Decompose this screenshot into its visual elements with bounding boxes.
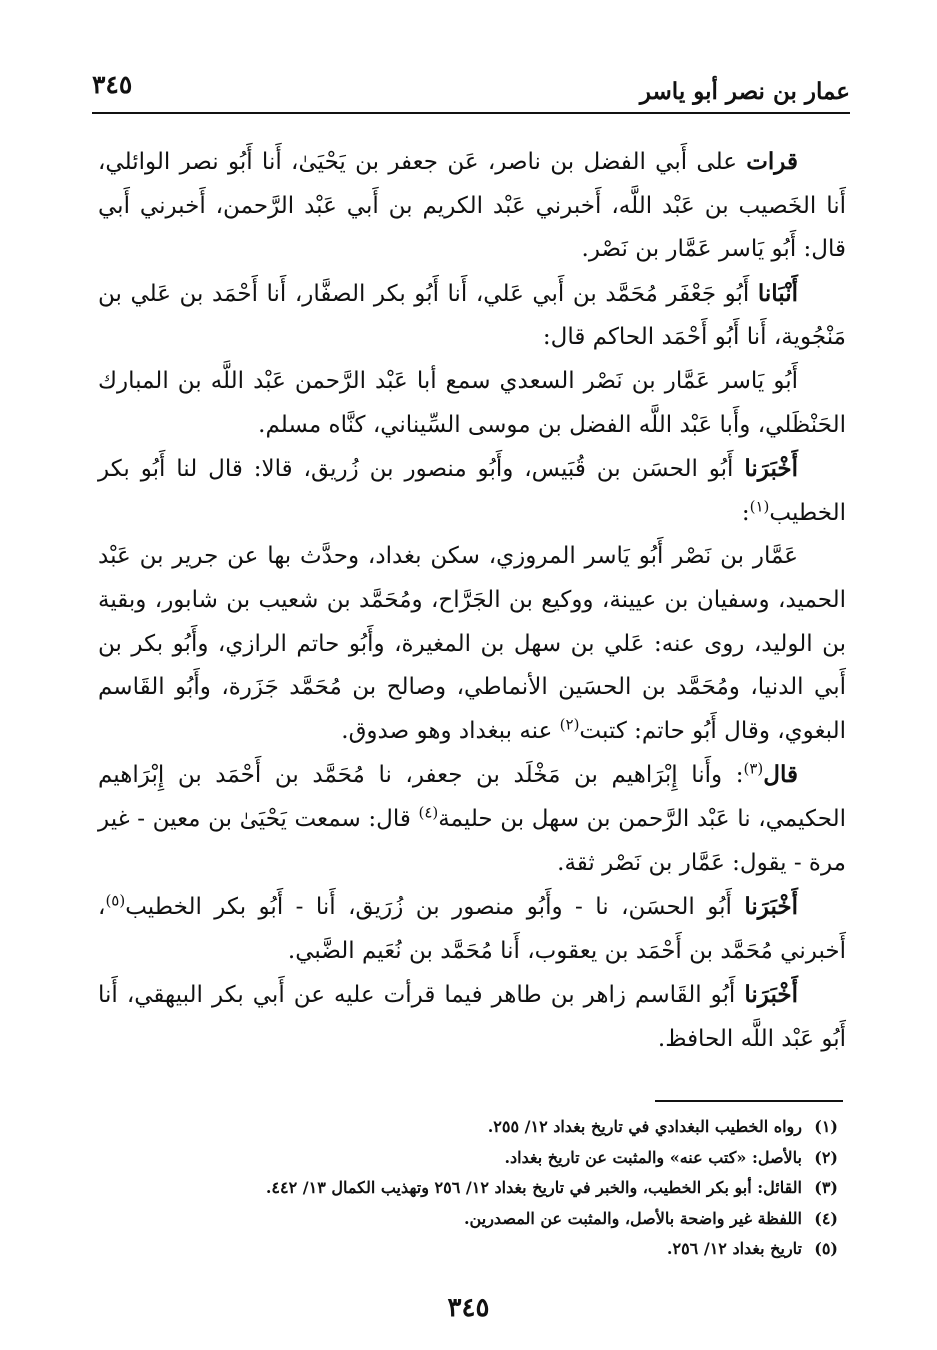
paragraph-lead: أَخْبَرَنا xyxy=(744,981,798,1009)
footnote-ref: (١) xyxy=(749,497,770,516)
footnote-text: اللفظة غير واضحة بالأصل، والمثبت عن المصدرين. xyxy=(463,1208,802,1228)
paragraph xyxy=(98,973,846,1061)
paragraph xyxy=(98,360,846,447)
paragraph-lead: قرات xyxy=(746,148,798,175)
paragraph-text: على أَبي الفضل بن ناصر، عَن جعفر بن يَحْيَىٰ، أَنا أَبُو نصر الوائلي، أَنا الخَصيب بن عَبْد اللَّه، أَخبرني عَبْد الكريم بن أَبي عَبْد الرَّحمن، أَخبرني أَبي قال: أَبُو يَاسر عَمَّار بن نَصْر. xyxy=(98,149,846,263)
paragraph-text: أَبُو الحسَن بن قُبَيس، وأَبُو منصور بن زُريق، قالا: قال لنا أَبُو بكر الخطيب xyxy=(98,456,846,526)
footnote xyxy=(210,1143,838,1174)
footnote-number: (٥) xyxy=(814,1239,838,1258)
footnote-text: رواه الخطيب البغدادي في تاريخ بغداد ١٢/ ٢٥٥. xyxy=(487,1117,802,1136)
footnote-ref: (٥) xyxy=(105,891,126,910)
footnote-ref: (٢) xyxy=(559,715,580,734)
paragraph xyxy=(98,535,846,753)
footnote xyxy=(210,1234,838,1265)
footnote-number: (٢) xyxy=(814,1147,838,1167)
footnote xyxy=(210,1204,838,1235)
paragraph-text: أَبُو جَعْفَر مُحَمَّد بن أَبي عَلي، أَنا أَبُو بكر الصفَّار، أَنا أَحْمَد بن عَلي بن مَنْجُوية، أَنا أَبُو أَحْمَد الحاكم قال: xyxy=(98,280,846,351)
paragraph-text: عَمَّار بن نَصْر أَبُو يَاسر المروزي، سكن بغداد، وحدَّث بها عن جرير بن عَبْد الحميد، وسفيان بن عيينة، ووكيع بن الجَرَّاح، ومُحَمَّد بن شعيب بن شابور، وبقية بن الوليد، روى عنه: عَلي بن سهل بن المغيرة، وأَبُو حاتم الرازي، وأَبُو بكر بن أَبي الدنيا، ومُحَمَّد بن الحسَين الأنماطي، وصالح بن مُحَمَّد جَزَرة، وأَبُو القَاسم البغوي، وقال أَبُو حاتم: كتبت xyxy=(98,543,846,744)
paragraph-text: أَبُو القَاسم زاهر بن طاهر فيما قرأت عليه عن أَبي بكر البيهقي، أَنا أَبُو عَبْد اللَّه الحافظ. xyxy=(98,982,846,1052)
page-number: ٣٤٥ xyxy=(447,1293,490,1323)
footnotes xyxy=(210,1112,838,1265)
footnote xyxy=(210,1173,838,1204)
main-text xyxy=(98,140,846,1061)
footnote-text: بالأصل: «كتب عنه» والمثبت عن تاريخ بغداد. xyxy=(504,1147,802,1167)
footnote xyxy=(210,1112,838,1143)
footnote-ref: (٤) xyxy=(418,803,439,822)
paragraph-text: أَبُو يَاسر عَمَّار بن نَصْر السعدي سمع أبا عَبْد الرَّحمن عَبْد اللَّه بن المبارك الحَنْظَلي، وأَبا عَبْد اللَّه الفضل بن موسى السِّيناني، كنَّاه مسلم. xyxy=(98,367,846,438)
paragraph-tail: ، أَخبرني مُحَمَّد بن أَحْمَد بن يعقوب، أَنا مُحَمَّد بن نُعَيم الضَّبي. xyxy=(98,894,846,964)
footnote-text: القائل: أبو بكر الخطيب، والخبر في تاريخ بغداد ١٢/ ٢٥٦ وتهذيب الكمال ١٣/ ٤٤٢. xyxy=(265,1178,802,1197)
paragraph-lead: أَنْبَانا xyxy=(757,279,798,307)
footnote-text: تاريخ بغداد ١٢/ ٢٥٦. xyxy=(666,1239,802,1258)
header-title: عمار بن نصر أبو ياسر xyxy=(639,78,850,105)
paragraph xyxy=(98,272,846,360)
paragraph-lead: أَخْبَرَنا xyxy=(744,455,798,483)
footnote-number: (١) xyxy=(814,1117,838,1136)
paragraph xyxy=(98,447,846,535)
paragraph xyxy=(98,885,846,973)
header-divider xyxy=(92,112,850,114)
footnote-number: (٣) xyxy=(814,1178,838,1197)
paragraph-text: : وأَنا إِبْرَاهيم بن مَخْلَد بن جعفر، نا مُحَمَّد بن أَحْمَد بن إِبْرَاهيم الحكيمي، نا عَبْد الرَّحمن بن سهل بن حليمة xyxy=(98,762,846,832)
footnote-number: (٤) xyxy=(814,1208,838,1228)
paragraph-lead: أَخْبَرَنا xyxy=(744,893,798,921)
running-header xyxy=(92,62,850,112)
footnote-divider xyxy=(655,1100,843,1102)
paragraph xyxy=(98,140,846,272)
paragraph-tail: قال: سمعت يَحْيَىٰ بن معين - غير مرة - يقول: عَمَّار بن نَصْر ثقة. xyxy=(98,805,846,876)
paragraph-tail: : xyxy=(741,499,750,526)
header-page-number: ٣٤٥ xyxy=(92,70,133,99)
footnote-ref: (٣) xyxy=(743,759,764,778)
paragraph-lead: قال xyxy=(763,761,798,789)
paragraph xyxy=(98,753,846,885)
paragraph-text: أَبُو الحسَن، نا - وأَبُو منصور بن زُرَيق، أَنا - أَبُو بكر الخطيب xyxy=(125,894,745,921)
paragraph-tail: عنه ببغداد وهو صدوق. xyxy=(341,717,560,744)
